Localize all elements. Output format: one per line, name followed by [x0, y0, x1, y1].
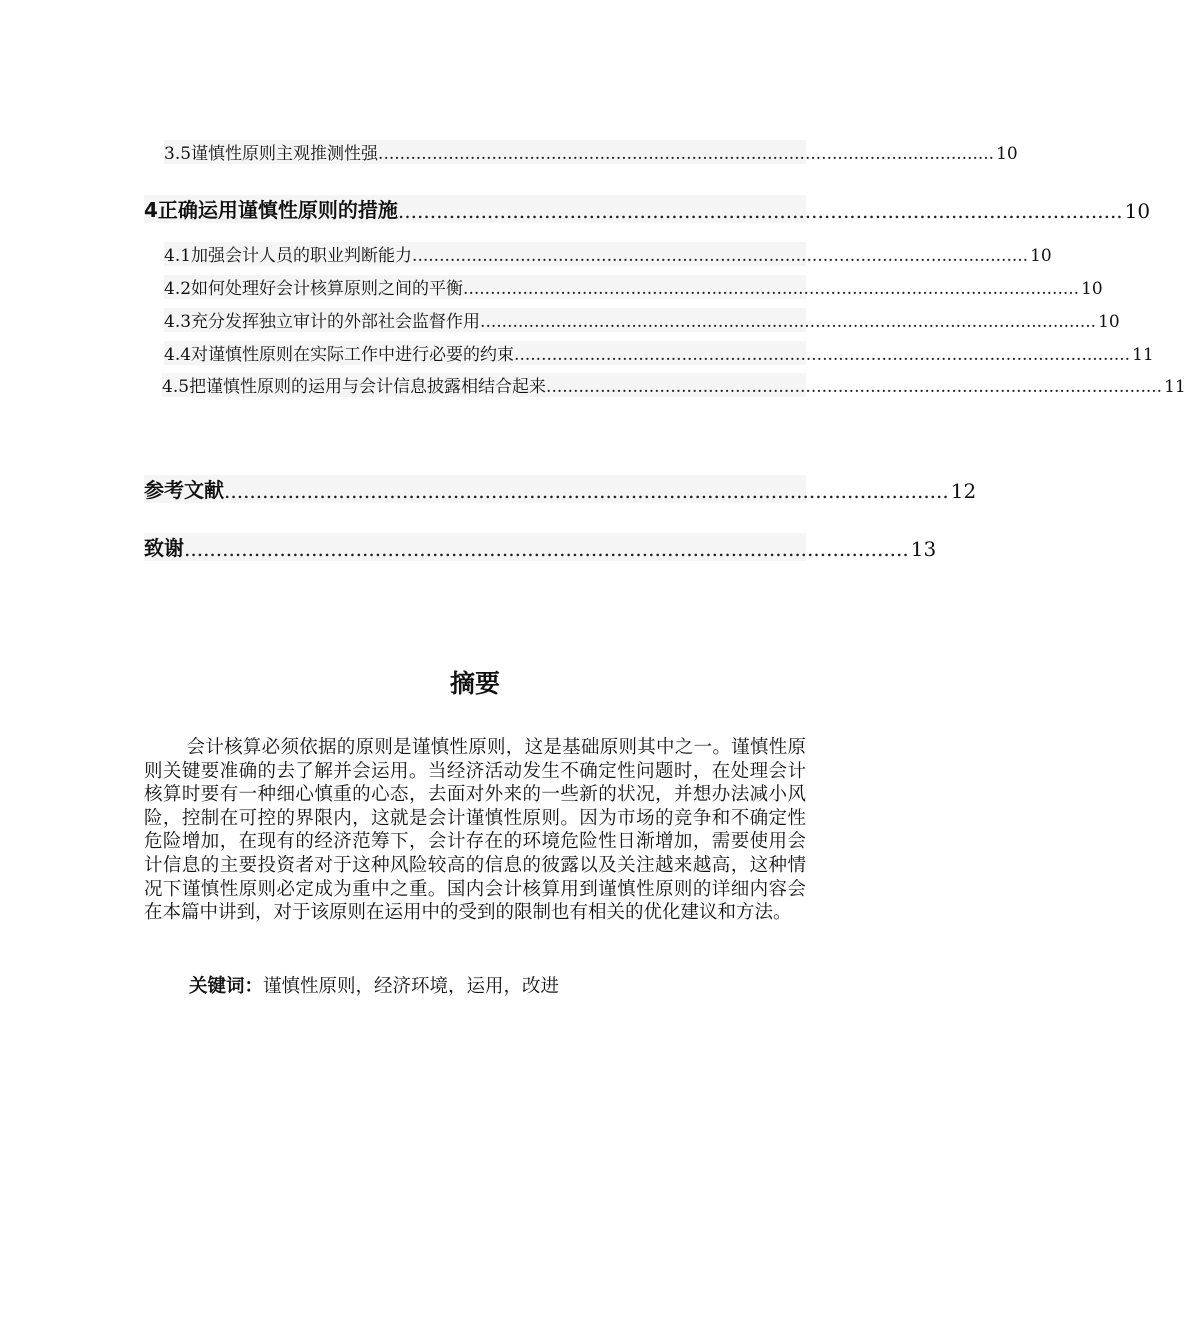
- toc-entry-4-1[interactable]: 4.1加强会计人员的职业判断能力 .................................................................................................................. 10: [164, 242, 806, 266]
- keywords-label: 关键词：: [189, 976, 264, 997]
- toc-entry-label: 4.1加强会计人员的职业判断能力: [164, 246, 413, 266]
- toc-page-number: 10: [1124, 199, 1151, 223]
- toc-entry-4-3[interactable]: 4.3充分发挥独立审计的外部社会监督作用 .................................................................................................................. 10: [164, 308, 806, 332]
- toc-entry-acknowledgements[interactable]: 致谢 .................................................................................................................. 13: [144, 533, 806, 561]
- keywords-line: [189, 972, 559, 998]
- toc-page-number: 13: [910, 537, 937, 561]
- toc-page-number: 10: [1081, 279, 1103, 299]
- keywords-value: 谨慎性原则，经济环境，运用，改进: [263, 976, 560, 997]
- toc-entry-label: 3.5谨慎性原则主观推测性强: [164, 144, 379, 164]
- toc-entry-label: 致谢: [144, 536, 184, 560]
- toc-entry-chapter-4[interactable]: 4正确运用谨慎性原则的措施 .................................................................................................................. 10: [144, 195, 806, 223]
- toc-page-number: 12: [950, 479, 977, 503]
- abstract-body: 会计核算必须依据的原则是谨慎性原则，这是基础原则其中之一。谨慎性原则关键要准确的去了解并会运用。当经济活动发生不确定性问题时，在处理会计核算时要有一种细心慎重的心态，去面对外来的一些新的状况，并想办法减小风险，控制在可控的界限内，这就是会计谨慎性原则。因为市场的竞争和不确定性危险增加，在现有的经济范筹下，会计存在的环境危险性日渐增加，需要使用会计信息的主要投资者对于这种风险较高的信息的彼露以及关注越来越高，这种情况下谨慎性原则必定成为重中之重。国内会计核算用到谨慎性原则的详细内容会在本篇中讲到，对于该原则在运用中的受到的限制也有相关的优化建议和方法。: [144, 737, 806, 924]
- toc-page-number: 10: [1030, 246, 1052, 266]
- toc-entry-4-4[interactable]: 4.4对谨慎性原则在实际工作中进行必要的约束 .................................................................................................................. 11: [164, 341, 806, 365]
- toc-page-number: 10: [996, 144, 1018, 164]
- toc-page-number: 10: [1098, 312, 1120, 332]
- toc-entry-label: 4正确运用谨慎性原则的措施: [144, 198, 398, 222]
- toc-entry-label: 4.4对谨慎性原则在实际工作中进行必要的约束: [164, 345, 515, 365]
- toc-entry-label: 参考文献: [144, 478, 224, 502]
- toc-entry-3-5[interactable]: 3.5谨慎性原则主观推测性强 .................................................................................................................. 10: [164, 140, 806, 164]
- toc-entry-label: 4.3充分发挥独立审计的外部社会监督作用: [164, 312, 481, 332]
- toc-entry-label: 4.2如何处理好会计核算原则之间的平衡: [164, 279, 464, 299]
- toc-page-number: 11: [1164, 377, 1186, 397]
- toc-entry-4-2[interactable]: 4.2如何处理好会计核算原则之间的平衡 .................................................................................................................. 10: [164, 275, 806, 299]
- abstract-title: 摘要: [449, 669, 500, 698]
- toc-entry-references[interactable]: 参考文献 .................................................................................................................. 12: [144, 475, 806, 503]
- toc-page-number: 11: [1132, 345, 1154, 365]
- toc-entry-label: 4.5把谨慎性原则的运用与会计信息披露相结合起来: [162, 377, 547, 397]
- toc-entry-4-5[interactable]: 4.5把谨慎性原则的运用与会计信息披露相结合起来 .................................................................................................................. 11: [162, 373, 806, 397]
